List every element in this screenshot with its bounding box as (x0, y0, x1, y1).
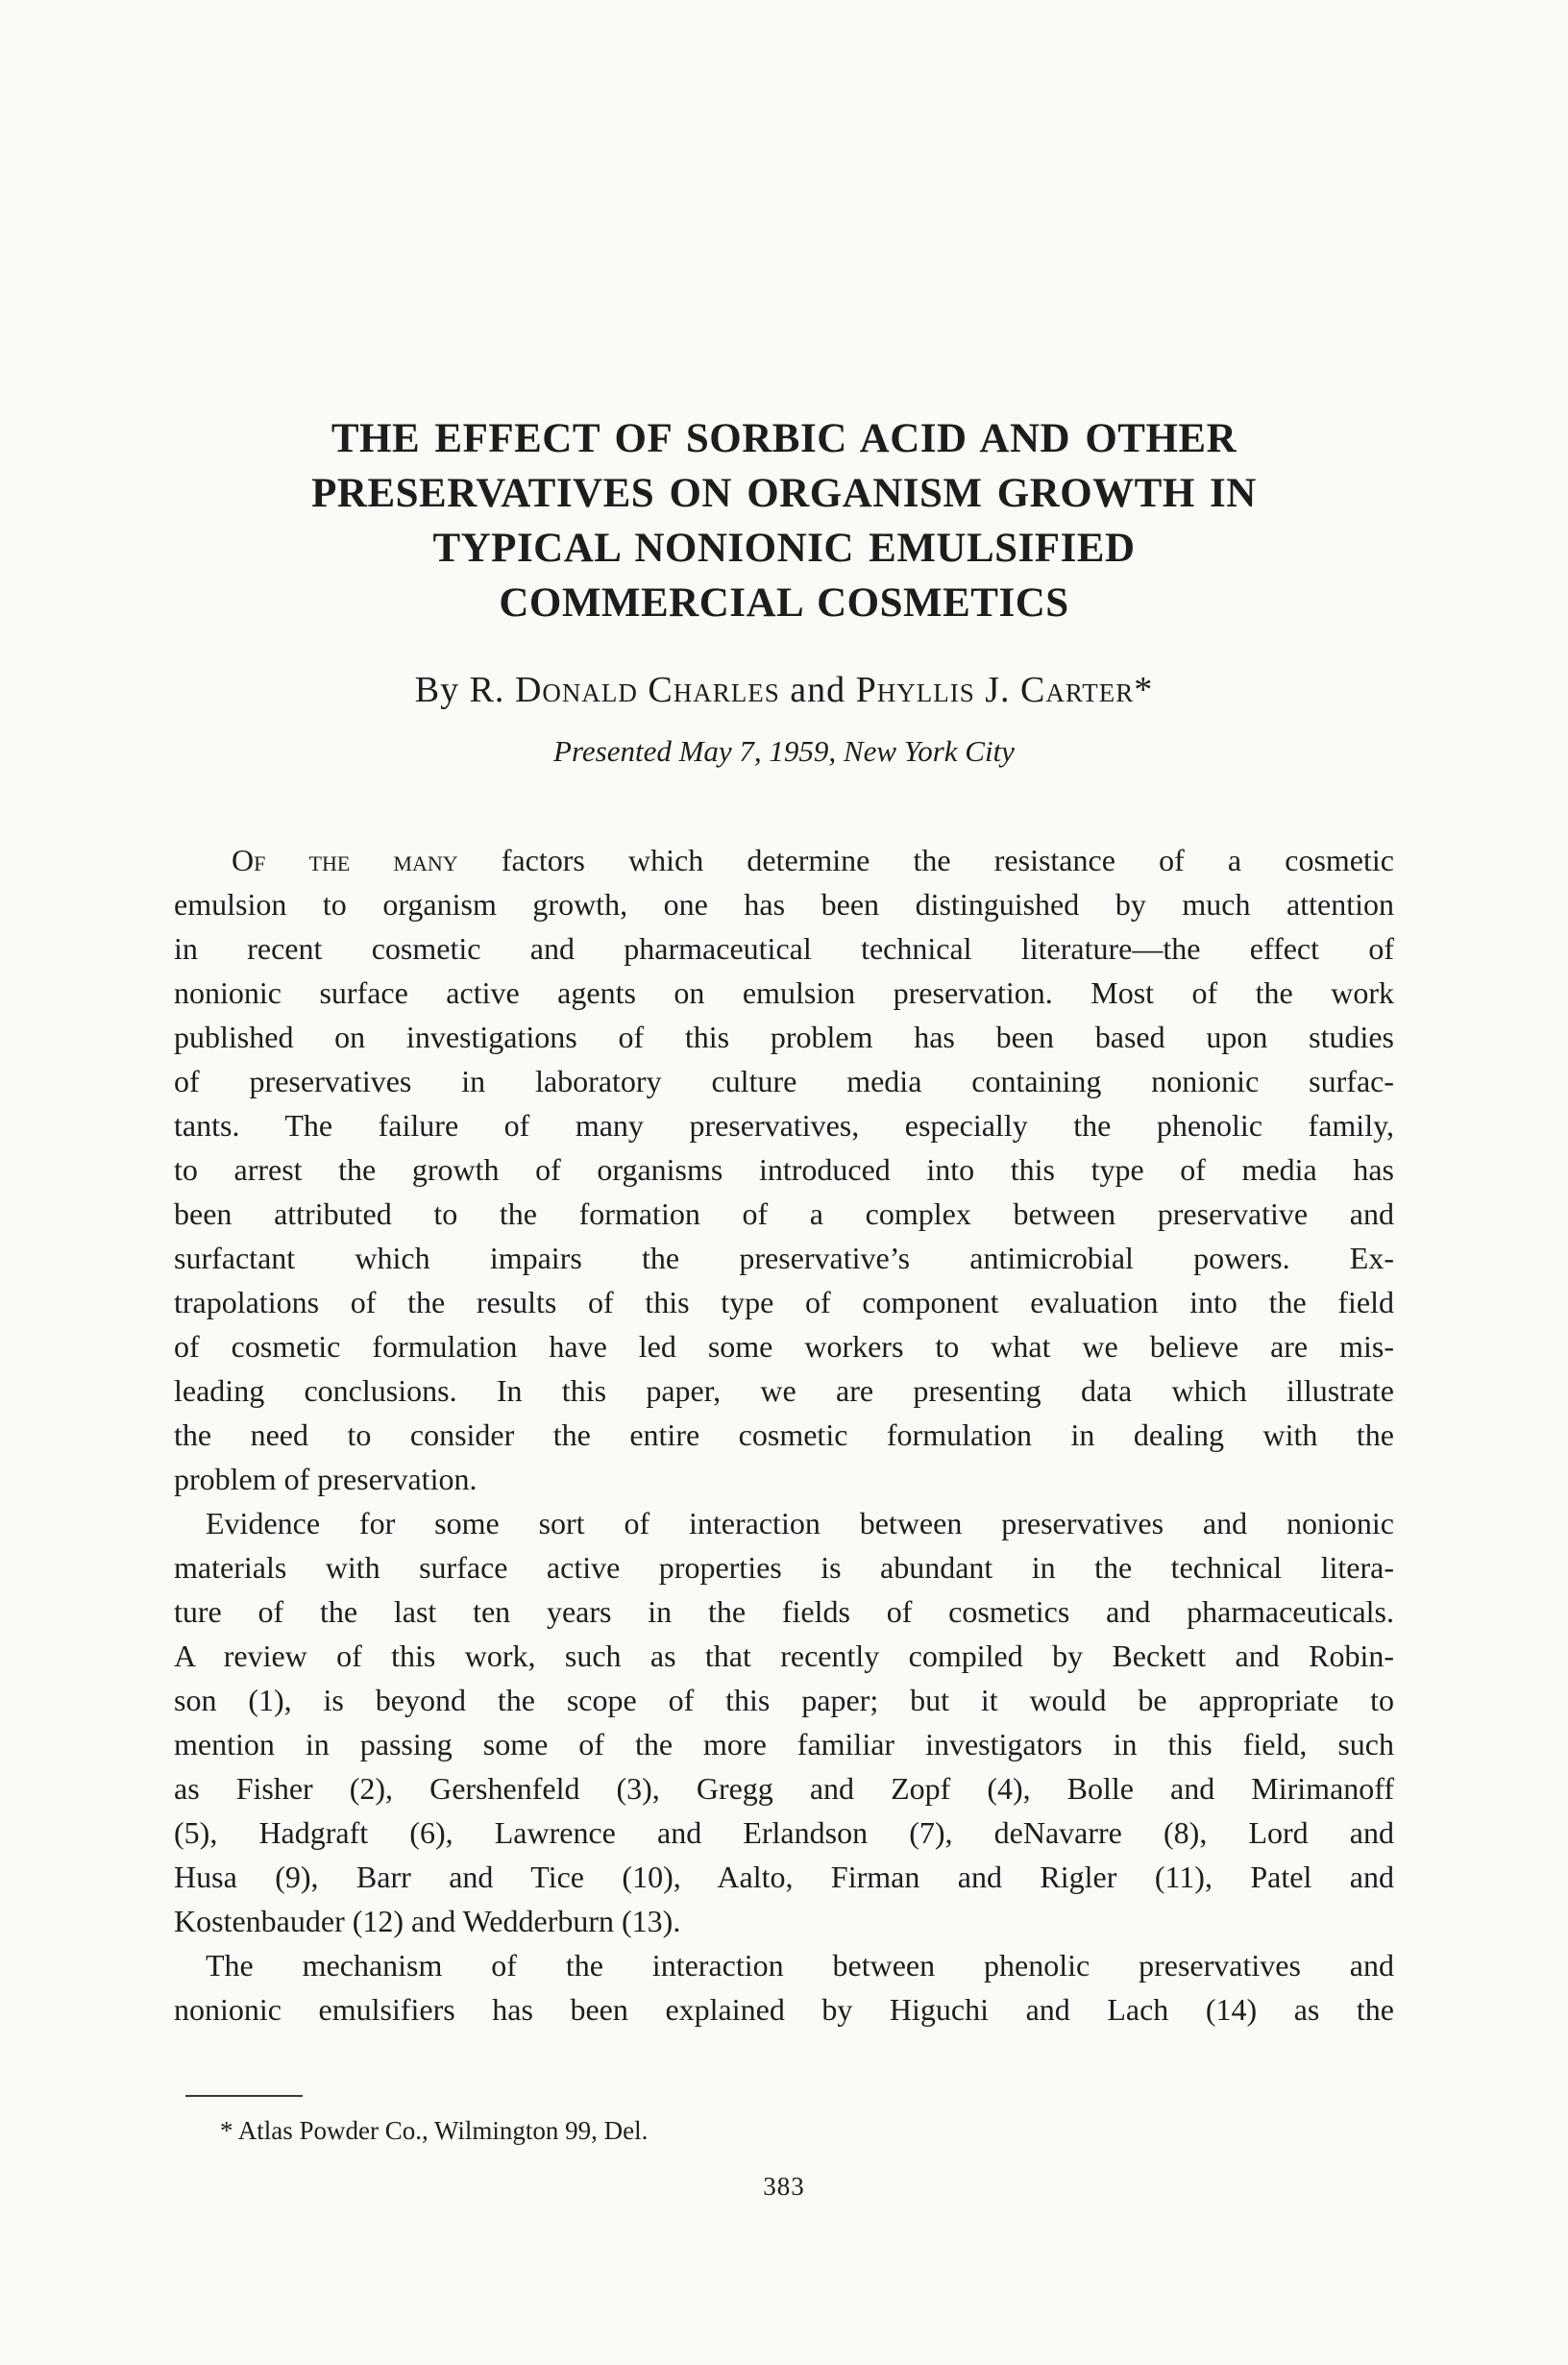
title-line: COMMERCIAL COSMETICS (499, 580, 1069, 626)
text-line: Kostenbauder (12) and Wedderburn (13). (174, 1904, 681, 1938)
text-line: materials with surface active properties is abundant in the technical litera- (174, 1550, 1394, 1585)
byline-footnote-marker: * (1134, 670, 1154, 710)
byline-author-1: Donald Charles (514, 670, 780, 710)
paragraph (174, 1501, 1394, 1943)
text-line: leading conclusions. In this paper, we are presenting data which illustrate (174, 1373, 1394, 1408)
title-line: THE EFFECT OF SORBIC ACID AND OTHER (331, 416, 1237, 461)
footnote-separator (185, 2095, 303, 2097)
article-title (174, 411, 1394, 630)
page-number: 383 (763, 2172, 805, 2201)
text-line: (5), Hadgraft (6), Lawrence and Erlandson (7), deNavarre (8), Lord and (174, 1815, 1394, 1850)
byline-conjunction: and (779, 670, 856, 710)
byline-prefix: By R. (414, 670, 515, 710)
text-line: nonionic emulsifiers has been explained by Higuchi and Lach (14) as the (174, 1992, 1394, 2027)
lead-in-smallcaps: Of the many (232, 843, 458, 877)
text-line: mention in passing some of the more familiar investigators in this field, such (174, 1727, 1394, 1761)
text-line: problem of preservation. (174, 1462, 478, 1496)
footnote: * Atlas Powder Co., Wilmington 99, Del. (220, 2116, 649, 2145)
text-line: Husa (9), Barr and Tice (10), Aalto, Firman and Rigler (11), Patel and (174, 1860, 1394, 1894)
line-text: factors which determine the resistance of a cosmetic (457, 843, 1394, 877)
text-line: of preservatives in laboratory culture media containing nonionic surfac- (174, 1064, 1394, 1098)
text-line: as Fisher (2), Gershenfeld (3), Gregg and Zopf (4), Bolle and Mirimanoff (174, 1771, 1394, 1806)
text-line: to arrest the growth of organisms introduced into this type of media has (174, 1152, 1394, 1187)
text-line: The mechanism of the interaction between phenolic preservatives and (206, 1948, 1394, 1983)
text-line: in recent cosmetic and pharmaceutical technical literature—the effect of (174, 931, 1394, 966)
text-line: the need to consider the entire cosmetic formulation in dealing with the (174, 1417, 1394, 1452)
text-line: surfactant which impairs the preservative’s antimicrobial powers. Ex- (174, 1241, 1394, 1275)
text-line: been attributed to the formation of a complex between preservative and (174, 1196, 1394, 1231)
text-line: published on investigations of this problem has been based upon studies (174, 1020, 1394, 1054)
presentation-note: Presented May 7, 1959, New York City (553, 734, 1015, 768)
paragraph (174, 838, 1394, 1501)
text-line: trapolations of the results of this type of component evaluation into the field (174, 1285, 1394, 1319)
title-line: TYPICAL NONIONIC EMULSIFIED (432, 526, 1136, 571)
article-body (174, 838, 1394, 2032)
text-line: of cosmetic formulation have led some workers to what we believe are mis- (174, 1329, 1394, 1364)
text-line: ture of the last ten years in the fields of cosmetics and pharmaceuticals. (174, 1594, 1394, 1629)
text-line: nonionic surface active agents on emulsion preservation. Most of the work (174, 975, 1394, 1010)
title-line: PRESERVATIVES ON ORGANISM GROWTH IN (311, 471, 1257, 516)
text-line (174, 838, 1394, 882)
text-line: son (1), is beyond the scope of this paper; but it would be appropriate to (174, 1683, 1394, 1717)
text-line: A review of this work, such as that recently compiled by Beckett and Robin- (174, 1638, 1394, 1673)
text-line: tants. The failure of many preservatives, especially the phenolic family, (174, 1108, 1394, 1143)
byline (174, 667, 1394, 713)
text-line: emulsion to organism growth, one has been distinguished by much attention (174, 887, 1394, 922)
text-line: Evidence for some sort of interaction between preservatives and nonionic (206, 1506, 1394, 1540)
paragraph (174, 1943, 1394, 2032)
byline-author-2: Phyllis J. Carter (855, 670, 1135, 710)
